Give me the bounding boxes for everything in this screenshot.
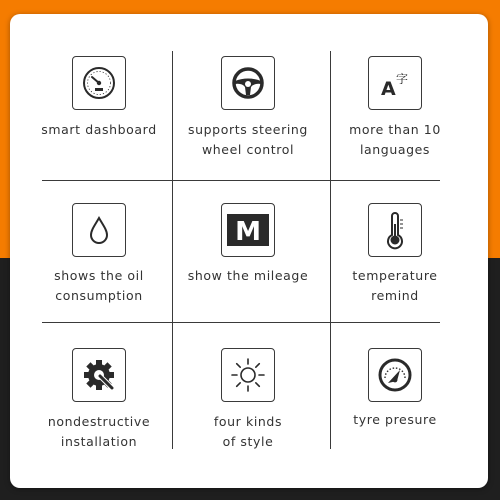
oil-drop-icon — [72, 203, 126, 257]
feature-label-languages: more than 10 languages — [349, 122, 441, 157]
feature-label-oil: shows the oil consumption — [54, 268, 144, 303]
steering-wheel-icon — [221, 56, 275, 110]
feature-label-style: four kinds of style — [213, 414, 283, 449]
pressure-gauge-icon — [368, 348, 422, 402]
sun-icon — [221, 348, 275, 402]
feature-label-temperature: temperature remind — [352, 268, 438, 303]
gear-wrench-icon — [72, 348, 126, 402]
grid-divider — [42, 180, 440, 181]
mileage-icon-letter: M — [235, 217, 261, 247]
language-icon-cjk: 字 — [396, 72, 409, 86]
feature-label-steering: supports steering wheel control — [188, 122, 308, 157]
feature-label-tyre: tyre presure — [353, 412, 437, 427]
language-icon — [368, 56, 422, 110]
language-icon-latin: A — [381, 78, 396, 100]
grid-divider — [330, 51, 331, 449]
speedometer-icon — [72, 56, 126, 110]
grid-divider — [42, 322, 440, 323]
grid-divider — [172, 51, 173, 449]
mileage-icon — [221, 203, 275, 257]
feature-label-smart-dashboard: smart dashboard — [41, 122, 157, 137]
feature-label-mileage: show the mileage — [187, 268, 309, 283]
thermometer-icon — [368, 203, 422, 257]
feature-label-installation: nondestructive installation — [47, 414, 151, 449]
feature-card — [10, 14, 488, 488]
